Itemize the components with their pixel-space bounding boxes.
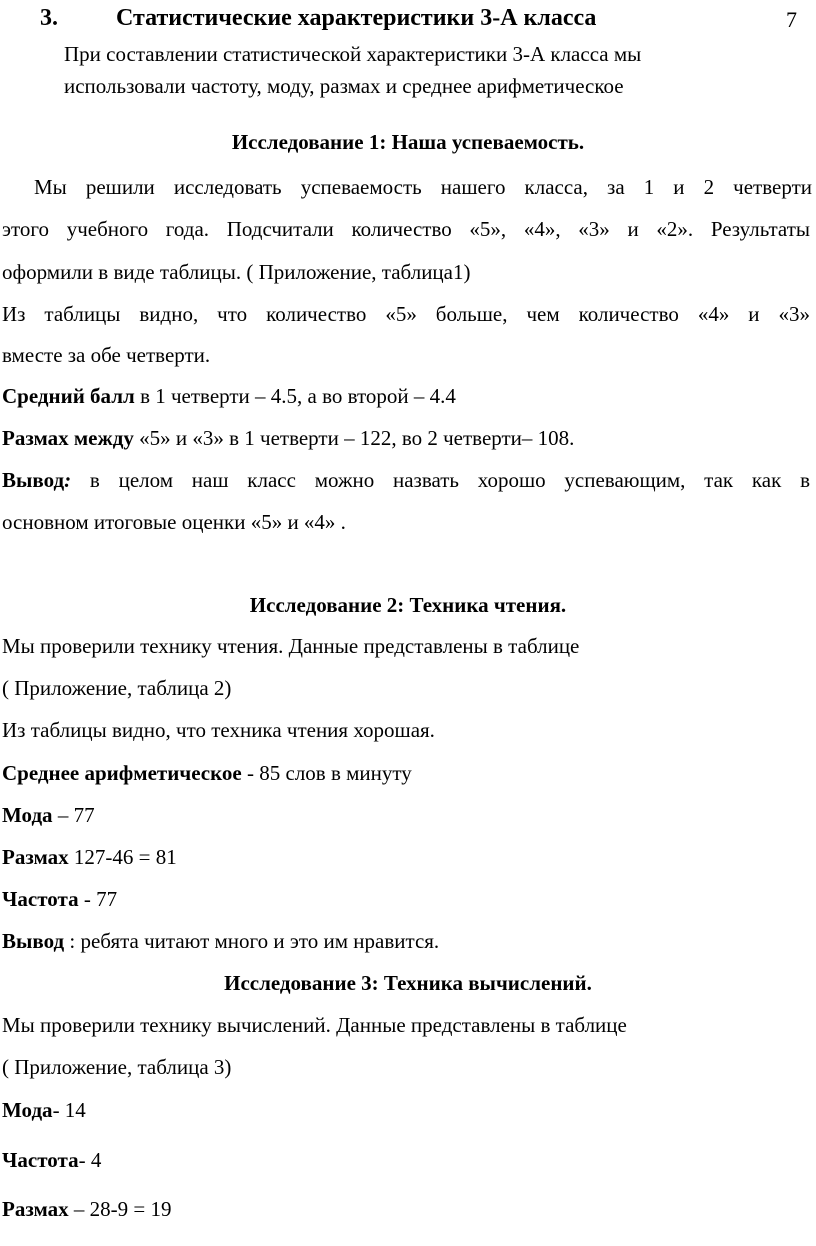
mode-label: Мода	[2, 803, 53, 827]
study2-line2: ( Приложение, таблица 2)	[2, 676, 232, 700]
study1-conclusion-line1	[2, 468, 810, 492]
study2-line3: Из таблицы видно, что техника чтения хорошая.	[2, 718, 435, 742]
section-number: 3.	[40, 5, 58, 31]
study1-conclusion-line2: основном итоговые оценки «5» и «4» .	[2, 510, 346, 534]
conclusion-text: в целом наш класс можно назвать хорошо успевающим, так как в	[71, 468, 810, 492]
conclusion-colon: :	[64, 468, 72, 492]
study1-p2-line1: Из таблицы видно, что количество «5» больше, чем количество «4» и «3»	[2, 302, 810, 326]
page-number: 7	[786, 7, 797, 32]
conclusion-label: Вывод	[2, 929, 65, 953]
mean-label: Среднее арифметическое	[2, 761, 242, 785]
frequency-text: - 4	[78, 1148, 102, 1172]
study2-conclusion	[2, 929, 439, 953]
study3-mode	[2, 1098, 86, 1122]
study1-p1-line3: оформили в виде таблицы. ( Приложение, таблица1)	[2, 260, 471, 284]
range-label: Размах	[2, 1197, 69, 1221]
study2-mode	[2, 803, 95, 827]
intro-line-2: использовали частоту, моду, размах и среднее арифметическое	[64, 74, 624, 98]
range-text: «5» и «3» в 1 четверти – 122, во 2 четверти– 108.	[133, 426, 575, 450]
study1-p1-line2: этого учебного года. Подсчитали количество «5», «4», «3» и «2». Результаты	[2, 217, 810, 241]
study3-line2: ( Приложение, таблица 3)	[2, 1055, 232, 1079]
mean-text: - 85 слов в минуту	[241, 761, 412, 785]
study1-heading: Исследование 1: Наша успеваемость.	[231, 130, 585, 154]
study2-range	[2, 845, 177, 869]
conclusion-text: : ребята читают много и это им нравится.	[64, 929, 440, 953]
intro-line-1: При составлении статистической характеристики 3-А класса мы	[64, 42, 642, 66]
study2-frequency	[2, 887, 117, 911]
range-text: 127-46 = 81	[68, 845, 177, 869]
study1-average	[2, 384, 456, 408]
conclusion-label: Вывод	[2, 468, 65, 492]
study2-mean	[2, 761, 412, 785]
mode-text: – 77	[52, 803, 95, 827]
mode-label: Мода	[2, 1098, 53, 1122]
study2-line1: Мы проверили технику чтения. Данные представлены в таблице	[2, 634, 580, 658]
average-label: Средний балл	[2, 384, 135, 408]
range-label: Размах	[2, 845, 69, 869]
average-text: в 1 четверти – 4.5, а во второй – 4.4	[134, 384, 456, 408]
study1-p2-line2: вместе за обе четверти.	[2, 343, 211, 367]
study3-range	[2, 1197, 171, 1221]
study1-range	[2, 426, 574, 450]
frequency-label: Частота	[2, 887, 79, 911]
range-text: – 28-9 = 19	[68, 1197, 172, 1221]
study2-heading: Исследование 2: Техника чтения.	[249, 593, 567, 617]
frequency-text: - 77	[78, 887, 118, 911]
study3-heading: Исследование 3: Техника вычислений.	[224, 971, 592, 995]
study1-p1-line1: Мы решили исследовать успеваемость нашего класса, за 1 и 2 четверти	[34, 175, 812, 199]
section-title: Статистические характеристики 3-А класса	[116, 5, 597, 31]
mode-text: - 14	[52, 1098, 86, 1122]
study3-line1: Мы проверили технику вычислений. Данные представлены в таблице	[2, 1013, 627, 1037]
frequency-label: Частота	[2, 1148, 79, 1172]
study3-frequency	[2, 1148, 101, 1172]
range-label: Размах между	[2, 426, 134, 450]
